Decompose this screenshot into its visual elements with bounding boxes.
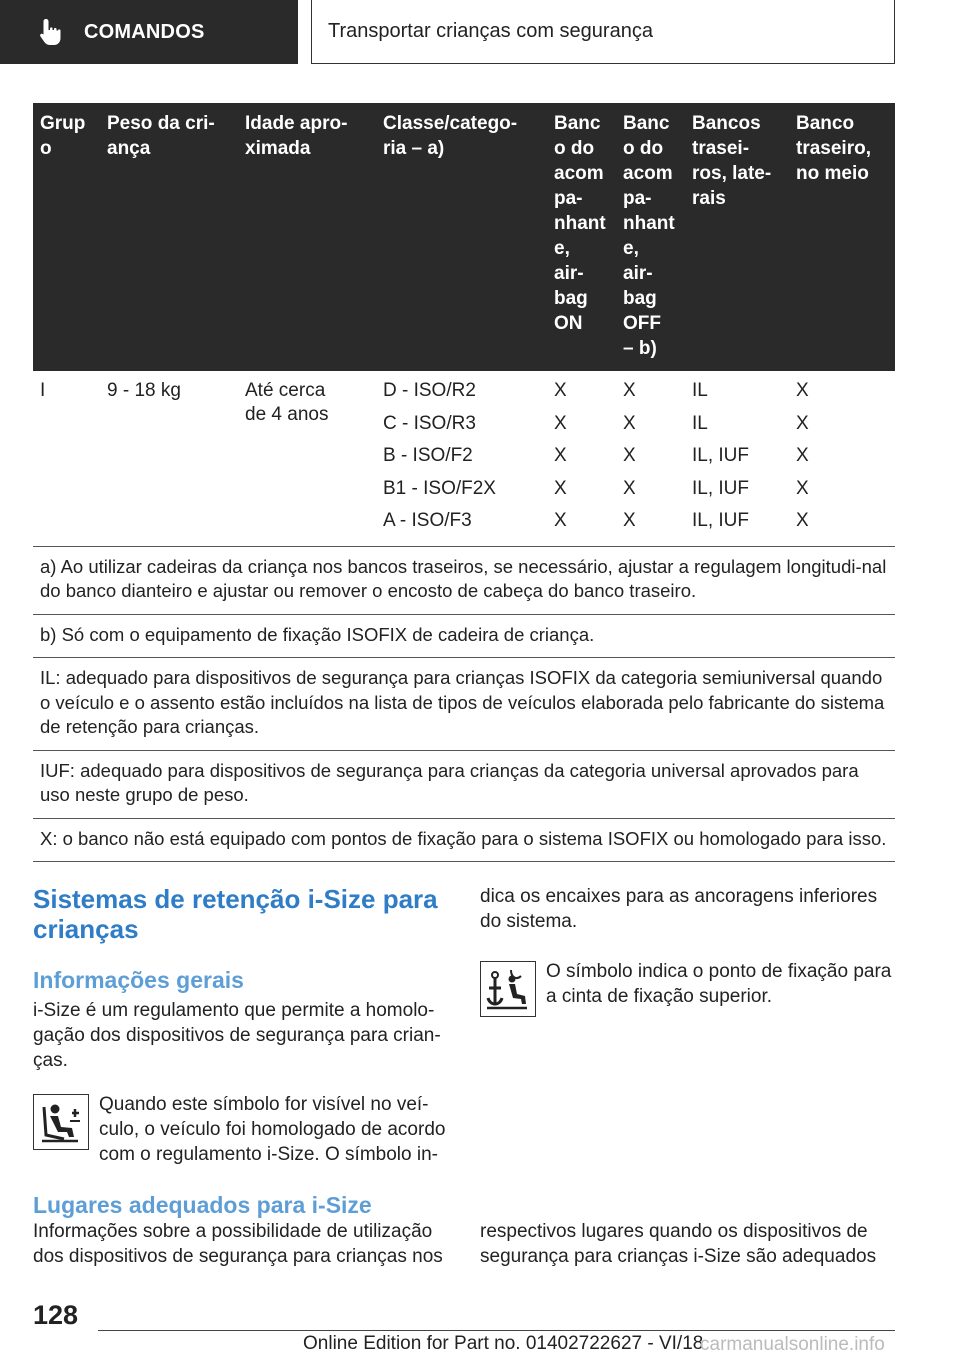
table-note: IL: adequado para dispositivos de segurança para crianças ISOFIX da categoria semiuniversal quando o veículo e o assento estão incluídos na lista de tipos de veículos elaborada pelo fabricante do sistema de retenção para crianças. <box>33 658 895 751</box>
cell-line: D - ISO/R2 <box>383 380 476 401</box>
column-header-7 <box>789 103 895 371</box>
column-header-3 <box>376 103 547 371</box>
header-line: no meio <box>796 163 869 184</box>
cell-line: X <box>554 445 567 466</box>
header-line: e, <box>623 238 639 259</box>
subheading-suitable: Lugares adequados para i-Size <box>33 1192 372 1218</box>
header-line: Idade apro- <box>245 113 348 134</box>
table-note-row <box>33 614 895 658</box>
header-line: bag <box>554 288 588 309</box>
cell-line: X <box>796 380 809 401</box>
intro-paragraph: i-Size é um regulamento que permite a homolo-gação dos dispositivos de segurança para crian-ças. <box>33 1000 441 1071</box>
header-line: nhant <box>554 213 606 234</box>
cell-line: X <box>623 477 636 499</box>
isize-symbol-text: Quando este símbolo for visível no veí-culo, o veículo foi homologado de acordo com o regulamento i-Size. O símbolo in- <box>99 1094 446 1165</box>
cell-line: IL, IUF <box>692 477 750 499</box>
isofix-table <box>33 103 895 862</box>
cell-line: IL <box>692 412 708 434</box>
cell-line: X <box>623 510 636 531</box>
cell-line: X <box>796 445 809 466</box>
header-line: nhant <box>623 213 675 234</box>
header-line: o do <box>554 138 595 159</box>
cell-line: X <box>554 412 567 434</box>
cell-line: X <box>623 412 636 434</box>
column-header-5 <box>616 103 685 371</box>
tether-symbol <box>480 961 536 1017</box>
cell-line: X <box>554 477 567 499</box>
cell-line: IL, IUF <box>692 510 750 531</box>
header-line: rais <box>692 188 726 209</box>
cell-line: X <box>796 412 809 434</box>
header-line: ON <box>554 313 583 334</box>
header-line: bag <box>623 288 657 309</box>
header-line: Banc <box>554 113 601 134</box>
header-line: air- <box>554 263 584 284</box>
isize-symbol <box>33 1094 89 1150</box>
cell-weight <box>100 371 238 546</box>
left-column <box>33 884 448 1073</box>
anchor-paragraph: dica os encaixes para as ancoragens inferiores do sistema. <box>480 886 878 932</box>
table-note: b) Só com o equipamento de fixação ISOFIX de cadeira de criança. <box>33 614 895 658</box>
tether-symbol-text: O símbolo indica o ponto de fixação para a cinta de fixação superior. <box>546 961 892 1007</box>
chapter-title: Transportar crianças com segurança <box>328 20 653 42</box>
header-line: Banco <box>796 113 855 134</box>
header-line: pa- <box>623 188 652 209</box>
table-note-row <box>33 658 895 751</box>
page-number: 128 <box>33 1300 79 1330</box>
cell-line: X <box>623 445 636 466</box>
suitable-paragraph: Informações sobre a possibilidade de utilização dos dispositivos de segurança para crianças nos <box>33 1221 443 1267</box>
cell-airbag-on <box>547 371 616 546</box>
cell-line: C - ISO/R3 <box>383 412 476 434</box>
table-note: X: o banco não está equipado com pontos de fixação para o sistema ISOFIX ou homologado para isso. <box>33 818 895 862</box>
header-line: Banc <box>623 113 670 134</box>
table-note-row <box>33 750 895 818</box>
column-header-4 <box>547 103 616 371</box>
footer-rule <box>98 1330 895 1331</box>
cell-group <box>33 371 100 546</box>
pointing-hand-icon <box>38 17 64 47</box>
header-line: air- <box>623 263 653 284</box>
column-header-6 <box>685 103 789 371</box>
header-line: ximada <box>245 138 311 159</box>
column-header-1 <box>100 103 238 371</box>
cell-line: A - ISO/F3 <box>383 510 472 531</box>
cell-line: de 4 anos <box>245 404 329 425</box>
cell-airbag-off <box>616 371 685 546</box>
chapter-tab <box>311 0 895 64</box>
cell-line: X <box>796 510 809 531</box>
header-line: e, <box>554 238 570 259</box>
table-header-row <box>33 103 895 371</box>
table-note-row <box>33 546 895 614</box>
header-line: Peso da cri- <box>107 113 215 134</box>
section-tab <box>0 0 298 64</box>
subheading-general: Informações gerais <box>33 967 244 993</box>
header-line: o do <box>623 138 664 159</box>
column-header-0 <box>33 103 100 371</box>
header-line: Classe/catego- <box>383 113 518 134</box>
top-tether-anchor-icon <box>481 962 534 1015</box>
cell-age <box>238 371 376 546</box>
cell-line: Até cerca <box>245 380 326 401</box>
cell-line: IL <box>692 380 708 401</box>
cell-line: 9 - 18 kg <box>107 380 181 401</box>
cell-line: I <box>40 380 46 401</box>
header-line: pa- <box>554 188 583 209</box>
cell-line: B - ISO/F2 <box>383 445 473 466</box>
cell-line: X <box>554 380 567 401</box>
header-line: ança <box>107 138 151 159</box>
section-heading: Sistemas de retenção i-Size para crianças <box>33 884 438 944</box>
header-line: acom <box>623 163 673 184</box>
cell-line: X <box>623 380 636 401</box>
header-line: ria – a) <box>383 138 445 159</box>
isize-seats-paragraph: respectivos lugares quando os dispositivos de segurança para crianças i-Size são adequados <box>480 1221 877 1267</box>
section-title: COMANDOS <box>84 20 205 43</box>
cell-line: IL, IUF <box>692 445 750 466</box>
header-line: trasei- <box>692 138 750 159</box>
header-line: acom <box>554 163 604 184</box>
header-line: o <box>40 138 52 159</box>
table-row <box>33 371 895 546</box>
header-line: Grup <box>40 113 86 134</box>
header-line: OFF <box>623 313 661 334</box>
header-line: Bancos <box>692 113 761 134</box>
cell-line: B1 - ISO/F2X <box>383 477 496 499</box>
header-line: traseiro, <box>796 138 871 159</box>
child-seat-icon <box>34 1095 87 1148</box>
watermark: carmanualsonline.info <box>700 1334 885 1355</box>
table-note: a) Ao utilizar cadeiras da criança nos bancos traseiros, se necessário, ajustar a regulagem longitudi-nal do banco dianteiro e ajustar ou remover o encosto de cabeça do banco traseiro. <box>33 546 895 614</box>
table-note-row <box>33 818 895 862</box>
cell-line: X <box>796 477 809 499</box>
header-line: ros, late- <box>692 163 772 184</box>
edition-footer: Online Edition for Part no. 01402722627 - VI/18 <box>303 1333 704 1354</box>
cell-line: X <box>554 510 567 531</box>
cell-rear-middle <box>789 371 895 546</box>
table-note: IUF: adequado para dispositivos de segurança para crianças da categoria universal aprovados para uso neste grupo de peso. <box>33 750 895 818</box>
header-line: – b) <box>623 338 657 359</box>
cell-rear-side <box>685 371 789 546</box>
column-header-2 <box>238 103 376 371</box>
cell-classes <box>376 371 547 546</box>
